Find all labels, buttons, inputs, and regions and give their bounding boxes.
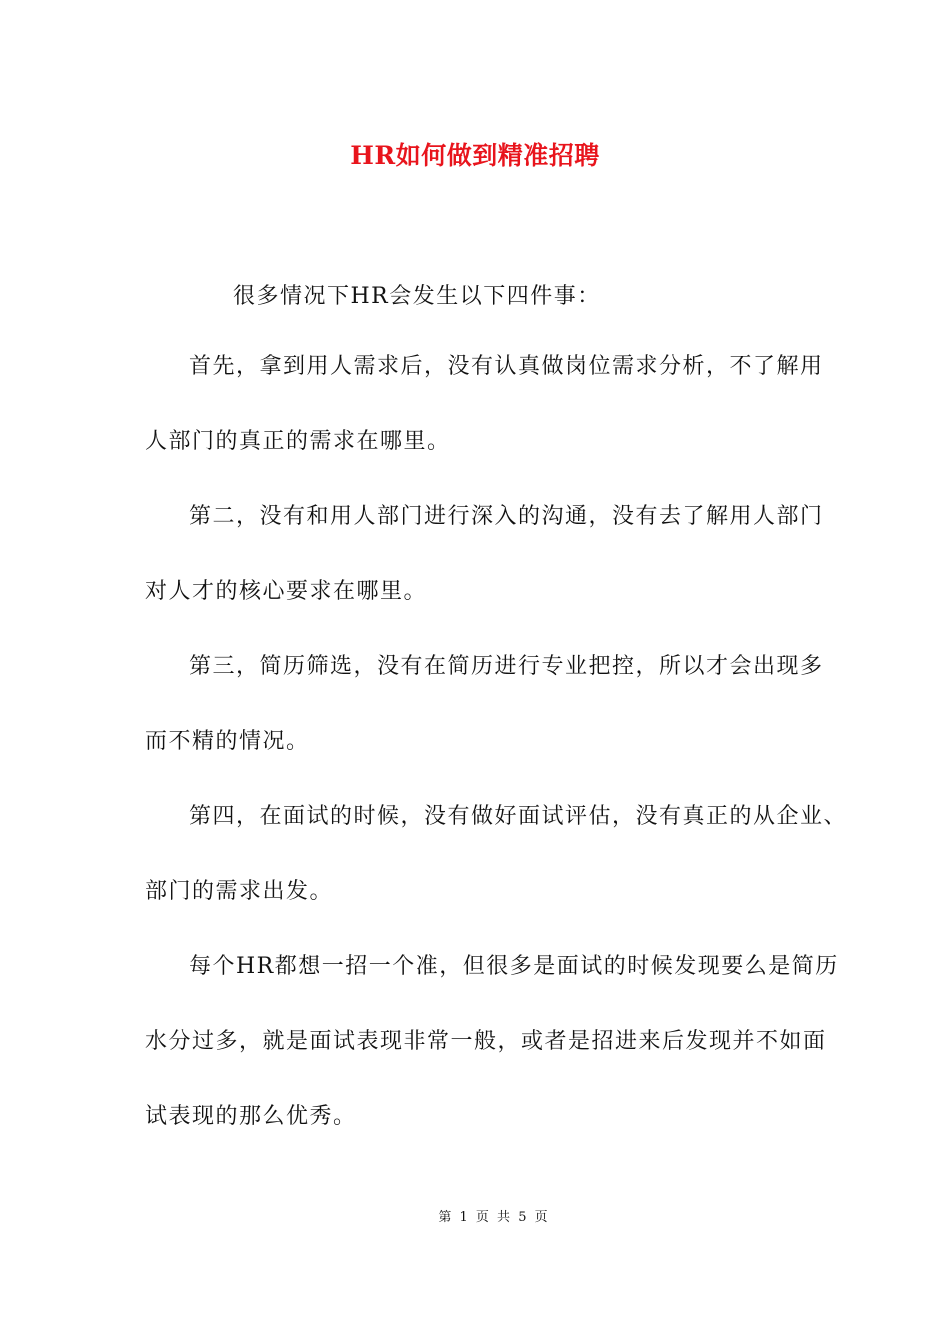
- paragraph-1-line-2: 人部门的真正的需求在哪里。: [145, 429, 451, 454]
- paragraph-4-line-2: 部门的需求出发。: [145, 879, 334, 904]
- document-title: HR如何做到精准招聘: [350, 141, 600, 170]
- page-footer: 第 1 页 共 5 页: [438, 1210, 548, 1225]
- paragraph-5-line-1: 每个HR都想一招一个准，但很多是面试的时候发现要么是简历: [189, 954, 839, 979]
- paragraph-5-line-2: 水分过多，就是面试表现非常一般，或者是招进来后发现并不如面: [145, 1029, 827, 1054]
- paragraph-4-line-1: 第四，在面试的时候，没有做好面试评估，没有真正的从企业、: [189, 804, 848, 829]
- paragraph-3-line-1: 第三，简历筛选，没有在简历进行专业把控，所以才会出现多: [189, 654, 824, 679]
- paragraph-1-line-1: 首先，拿到用人需求后，没有认真做岗位需求分析，不了解用: [189, 354, 824, 379]
- paragraph-3-line-2: 而不精的情况。: [145, 729, 310, 754]
- intro-line: 很多情况下HR会发生以下四件事：: [233, 284, 601, 309]
- paragraph-5-line-3: 试表现的那么优秀。: [145, 1104, 357, 1129]
- paragraph-2-line-1: 第二，没有和用人部门进行深入的沟通，没有去了解用人部门: [189, 504, 824, 529]
- paragraph-2-line-2: 对人才的核心要求在哪里。: [145, 579, 428, 604]
